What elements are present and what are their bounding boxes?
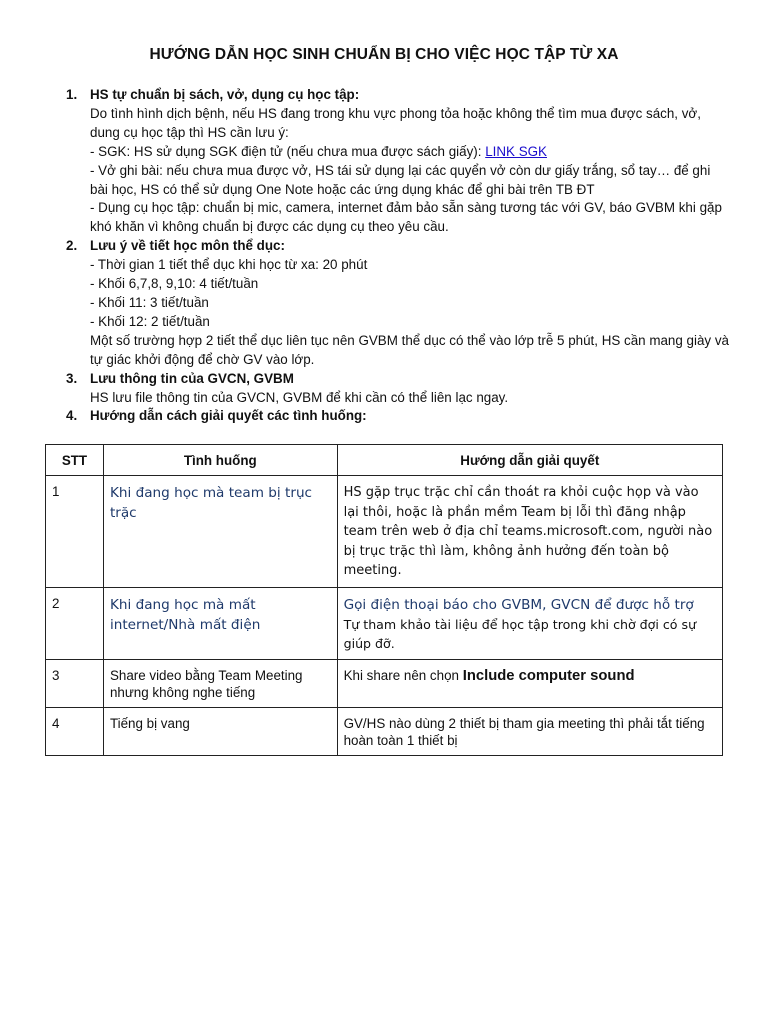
section-heading: Lưu thông tin của GVCN, GVBM	[90, 370, 294, 386]
row-situation: Khi đang học mà mất internet/Nhà mất điện	[103, 587, 337, 659]
section-heading: Lưu ý về tiết học môn thể dục:	[90, 238, 285, 254]
row-solution: HS gặp trục trặc chỉ cần thoát ra khỏi cuộc họp và vào lại thôi, hoặc là phần mềm Team bị lỗi thì đăng nhập team trên web ở địa chỉ teams.microsoft.com, người nào bị trục trặc thì làm, không ảnh hưởng đến toàn bộ meeting.	[337, 476, 722, 588]
table-header-row	[46, 445, 723, 476]
row-situation: Khi đang học mà team bị trục trặc	[103, 476, 337, 588]
section-line: Do tình hình dịch bệnh, nếu HS đang trong khu vực phong tỏa hoặc không thể tìm mua được sách, vở, dung cụ học tập thì HS cần lưu ý:	[90, 105, 701, 140]
table-row	[46, 707, 723, 755]
sgk-link[interactable]: LINK SGK	[485, 143, 547, 159]
row-solution: Khi share nên chọn	[343, 667, 463, 683]
row-solution-cell	[337, 659, 722, 707]
row-solution-emphasis: Include computer sound	[462, 667, 635, 684]
instruction-list	[66, 86, 730, 426]
table-row	[46, 587, 723, 659]
section-heading: HS tự chuẩn bị sách, vở, dụng cụ học tập:	[90, 87, 360, 102]
row-solution: Gọi điện thoại báo cho GVBM, GVCN để được hỗ trợ	[343, 596, 694, 613]
row-number: 3	[46, 659, 104, 707]
row-solution-note: Tự tham khảo tài liệu để học tập trong khi chờ đợi có sự giúp đỡ.	[343, 616, 697, 651]
section-line: - Khối 6,7,8, 9,10: 4 tiết/tuần	[90, 276, 259, 292]
section-number: 4.	[66, 408, 78, 424]
section-line: - Vở ghi bài: nếu chưa mua được vở, HS tái sử dụng lại các quyển vở còn dư giấy trắng, sổ tay… để ghi bài học, HS có thể sử dụng One Note hoặc các ứng dụng khác để ghi bài trên TB ĐT	[90, 162, 711, 197]
row-number: 4	[46, 707, 104, 755]
row-number: 1	[46, 476, 104, 588]
section-number: 1.	[66, 87, 78, 102]
column-header-stt: STT	[46, 445, 104, 476]
row-solution-cell	[337, 587, 722, 659]
column-header-solution: Hướng dẫn giải quyết	[337, 445, 722, 476]
section-line: - Khối 11: 3 tiết/tuần	[90, 294, 209, 310]
column-header-situation: Tình huống	[103, 445, 337, 476]
section-line: - Khối 12: 2 tiết/tuần	[90, 313, 210, 329]
section-body	[90, 237, 730, 369]
section-line-sgk	[90, 143, 730, 162]
row-number: 2	[46, 587, 104, 659]
section-body	[90, 86, 730, 237]
section-2	[66, 237, 730, 369]
section-line: - Thời gian 1 tiết thể dục khi học từ xa: 20 phút	[90, 257, 368, 273]
section-4	[66, 407, 730, 426]
section-1	[66, 86, 730, 237]
page-title: HƯỚNG DẪN HỌC SINH CHUẨN BỊ CHO VIỆC HỌC TẬP TỪ XA	[149, 46, 619, 63]
situation-table	[45, 444, 723, 756]
table-row	[46, 659, 723, 707]
row-situation: Share video bằng Team Meeting nhưng không nghe tiếng	[103, 659, 337, 707]
section-number: 3.	[66, 370, 78, 386]
section-line: Một số trường hợp 2 tiết thể dục liên tục nên GVBM thể dục có thể vào lớp trễ 5 phút, HS cần mang giày và tự giác khởi động để chờ GV vào lớp.	[90, 332, 729, 367]
section-body	[90, 370, 730, 408]
section-heading: Hướng dẫn cách giải quyết các tình huống:	[90, 408, 367, 424]
table-row	[46, 476, 723, 588]
section-line: HS lưu file thông tin của GVCN, GVBM để khi cần có thể liên lạc ngay.	[90, 389, 509, 405]
row-situation: Tiếng bị vang	[103, 707, 337, 755]
section-number: 2.	[66, 238, 78, 254]
row-solution: GV/HS nào dùng 2 thiết bị tham gia meeting thì phải tắt tiếng hoàn toàn 1 thiết bị	[337, 707, 722, 755]
section-line: - Dụng cụ học tập: chuẩn bị mic, camera, internet đảm bảo sẵn sàng tương tác với GV, báo GVBM khi gặp khó khăn vì không chuẩn bị được các dụng cụ theo yêu cầu.	[90, 200, 722, 235]
section-3	[66, 370, 730, 408]
section-line-text: - SGK: HS sử dụng SGK điện tử (nếu chưa mua được sách giấy):	[90, 143, 486, 159]
section-body	[90, 407, 730, 426]
